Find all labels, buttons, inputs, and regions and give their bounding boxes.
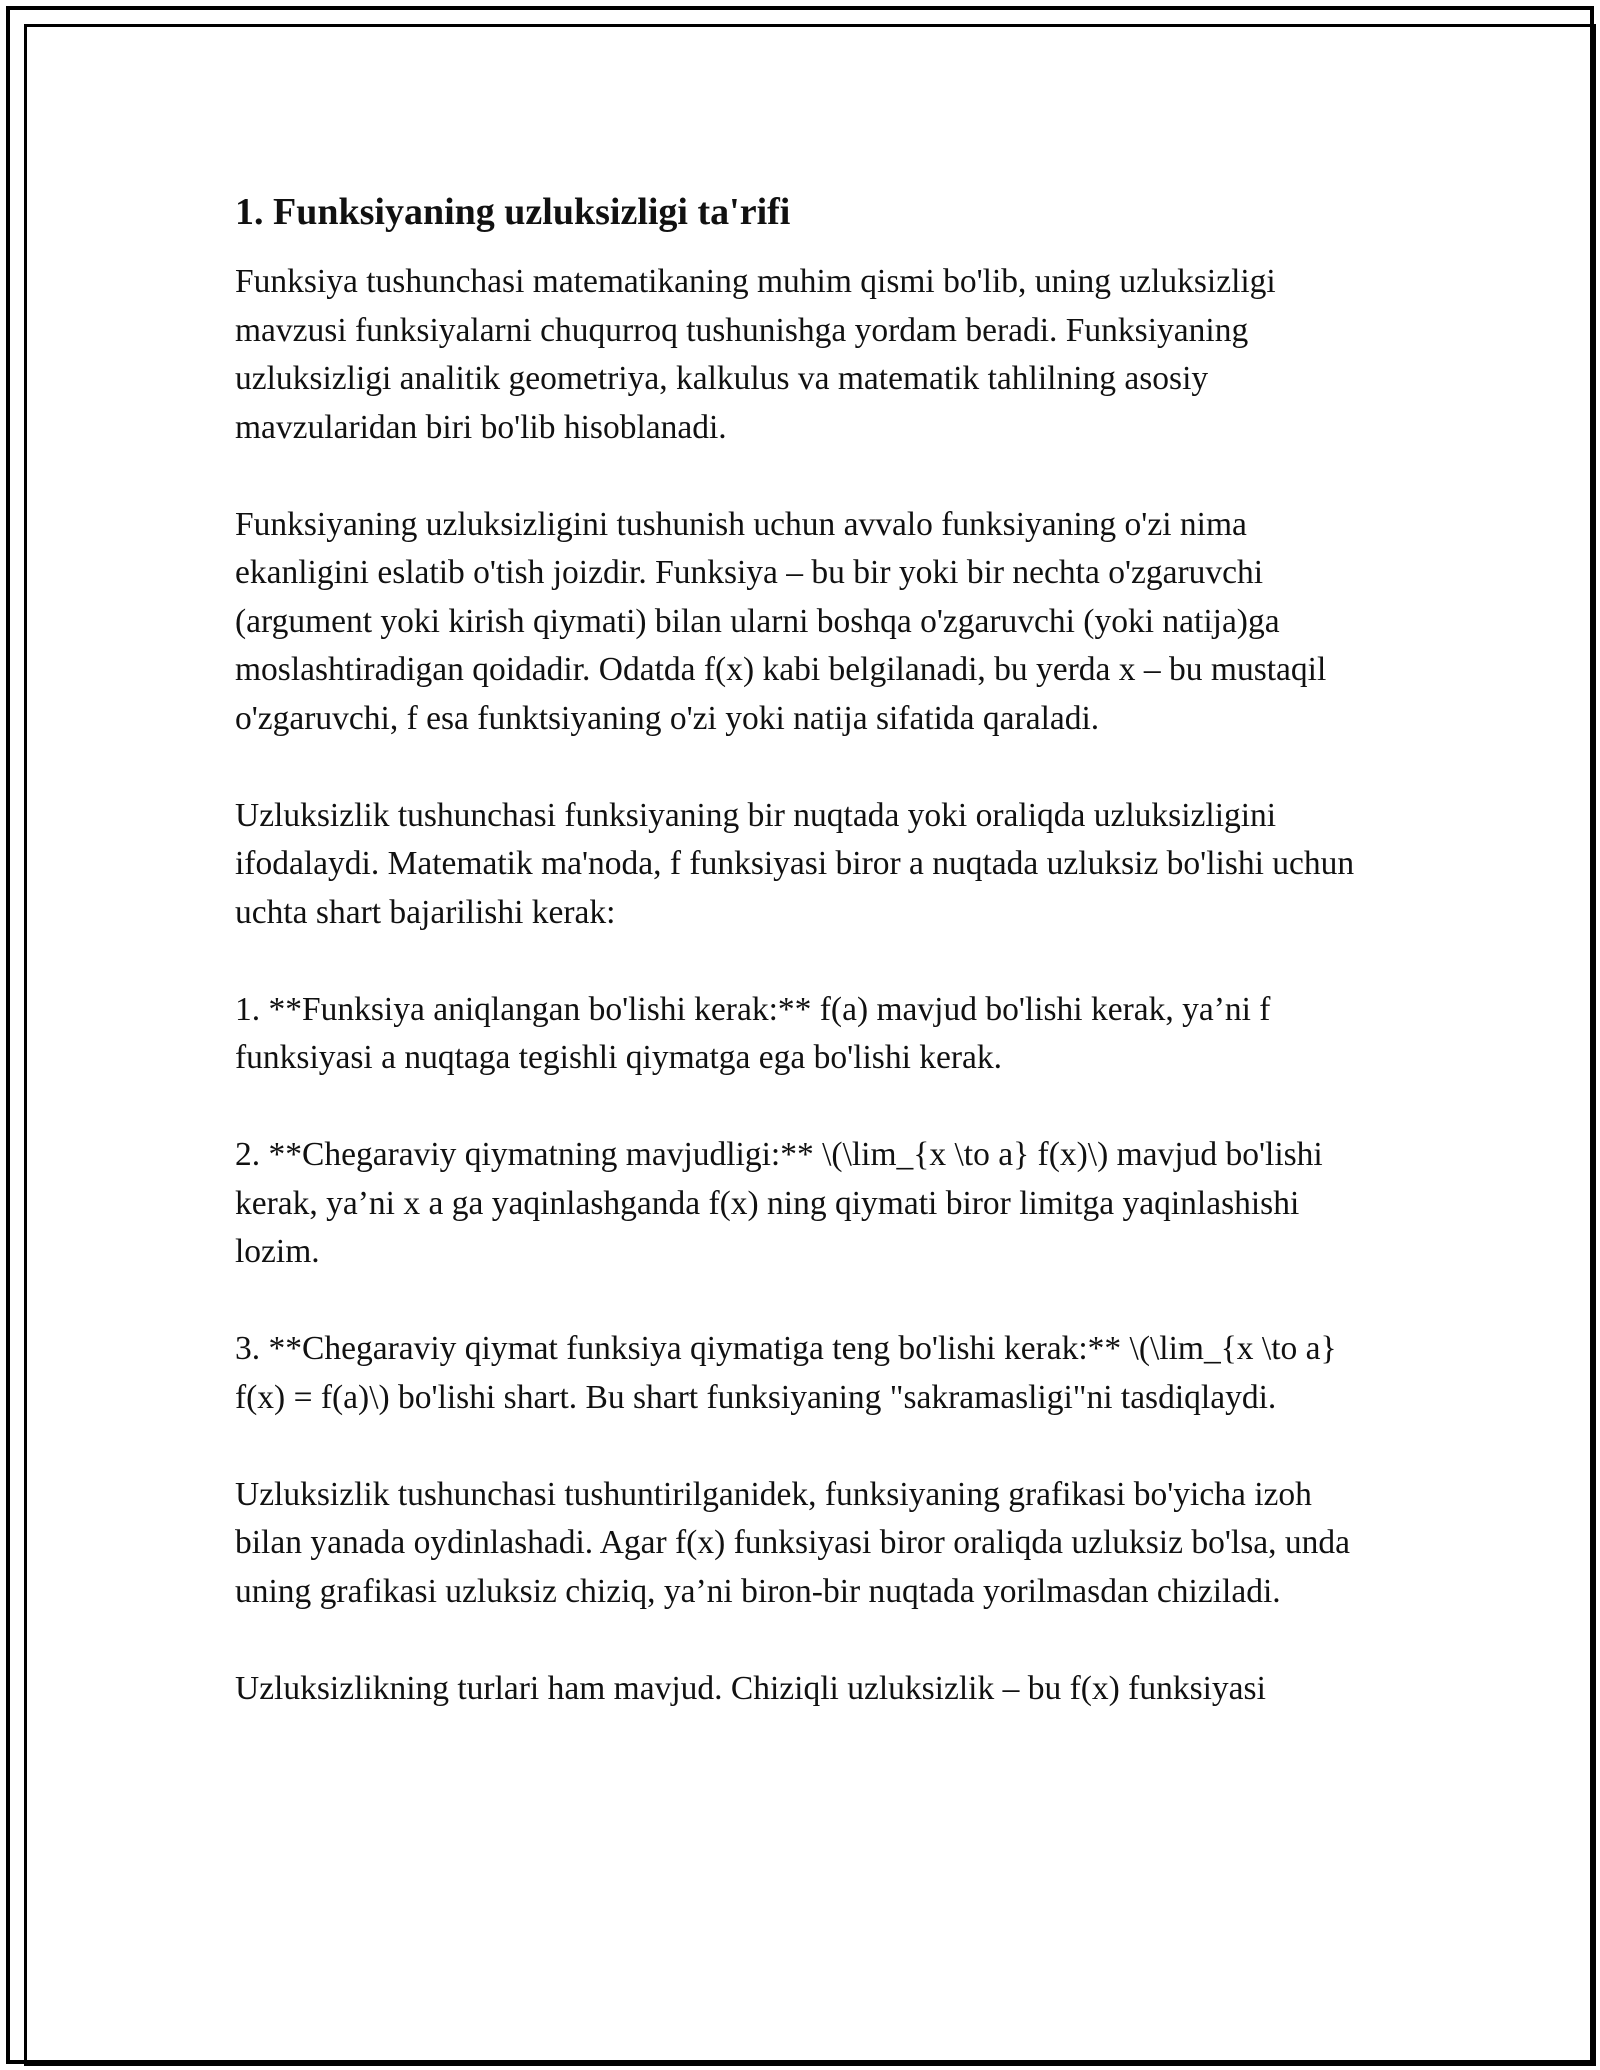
paragraph-intro: Funksiya tushunchasi matematikaning muhim qismi bo'lib, uning uzluksizligi mavzusi funksiyalarni chuqurroq tushunishga yordam beradi. Funksiyaning uzluksizligi analitik geometriya, kalkulus va matematik tahlilning asosiy mavzularidan biri bo'lib hisoblanadi. <box>235 263 1276 446</box>
paragraph-condition-3: 3. **Chegaraviy qiymat funksiya qiymatiga teng bo'lishi kerak:** \(\lim_{x \to a} f(x) = f(a)\) bo'lishi shart. Bu shart funksiyaning "sakramasligi"ni tasdiqlaydi. <box>235 1330 1337 1416</box>
paragraph-graph-explanation: Uzluksizlik tushunchasi tushuntirilganidek, funksiyaning grafikasi bo'yicha izoh bilan yanada oydinlashadi. Agar f(x) funksiyasi biror oraliqda uzluksiz bo'lsa, unda uning grafikasi uzluksiz chiziq, ya’ni biron-bir nuqtada yorilmasdan chiziladi. <box>235 1475 1350 1610</box>
section-heading: 1. Funksiyaning uzluksizligi ta'rifi <box>235 191 791 233</box>
paragraph-condition-2: 2. **Chegaraviy qiymatning mavjudligi:** \(\lim_{x \to a} f(x)\) mavjud bo'lishi kerak, ya’ni x a ga yaqinlashganda f(x) ning qiymati biror limitga yaqinlashishi lozim. <box>235 1136 1323 1270</box>
paragraph-continuity-conditions: Uzluksizlik tushunchasi funksiyaning bir nuqtada yoki oraliqda uzluksizligini ifodalaydi. Matematik ma'noda, f funksiyasi biror a nuqtada uzluksiz bo'lishi uchun uchta shart bajarilishi kerak: <box>235 796 1355 931</box>
paragraph-condition-1: 1. **Funksiya aniqlangan bo'lishi kerak:** f(a) mavjud bo'lishi kerak, ya’ni f funksiyasi a nuqtaga tegishli qiymatga ega bo'lishi kerak. <box>235 990 1271 1076</box>
paragraph-function-definition: Funksiyaning uzluksizligini tushunish uchun avvalo funksiyaning o'zi nima ekanligini eslatib o'tish joizdir. Funksiya – bu bir yoki bir nechta o'zgaruvchi (argument yoki kirish qiymati) bilan ularni boshqa o'zgaruvchi (yoki natija)ga moslashtiradigan qoidadir. Odatda f(x) kabi belgilanadi, bu yerda x – bu mustaqil o'zgaruvchi, f esa funktsiyaning o'zi yoki natija sifatida qaraladi. <box>235 505 1327 737</box>
paragraph-continuity-types: Uzluksizlikning turlari ham mavjud. Chiziqli uzluksizlik – bu f(x) funksiyasi <box>235 1669 1266 1707</box>
document-body <box>235 188 1385 1762</box>
